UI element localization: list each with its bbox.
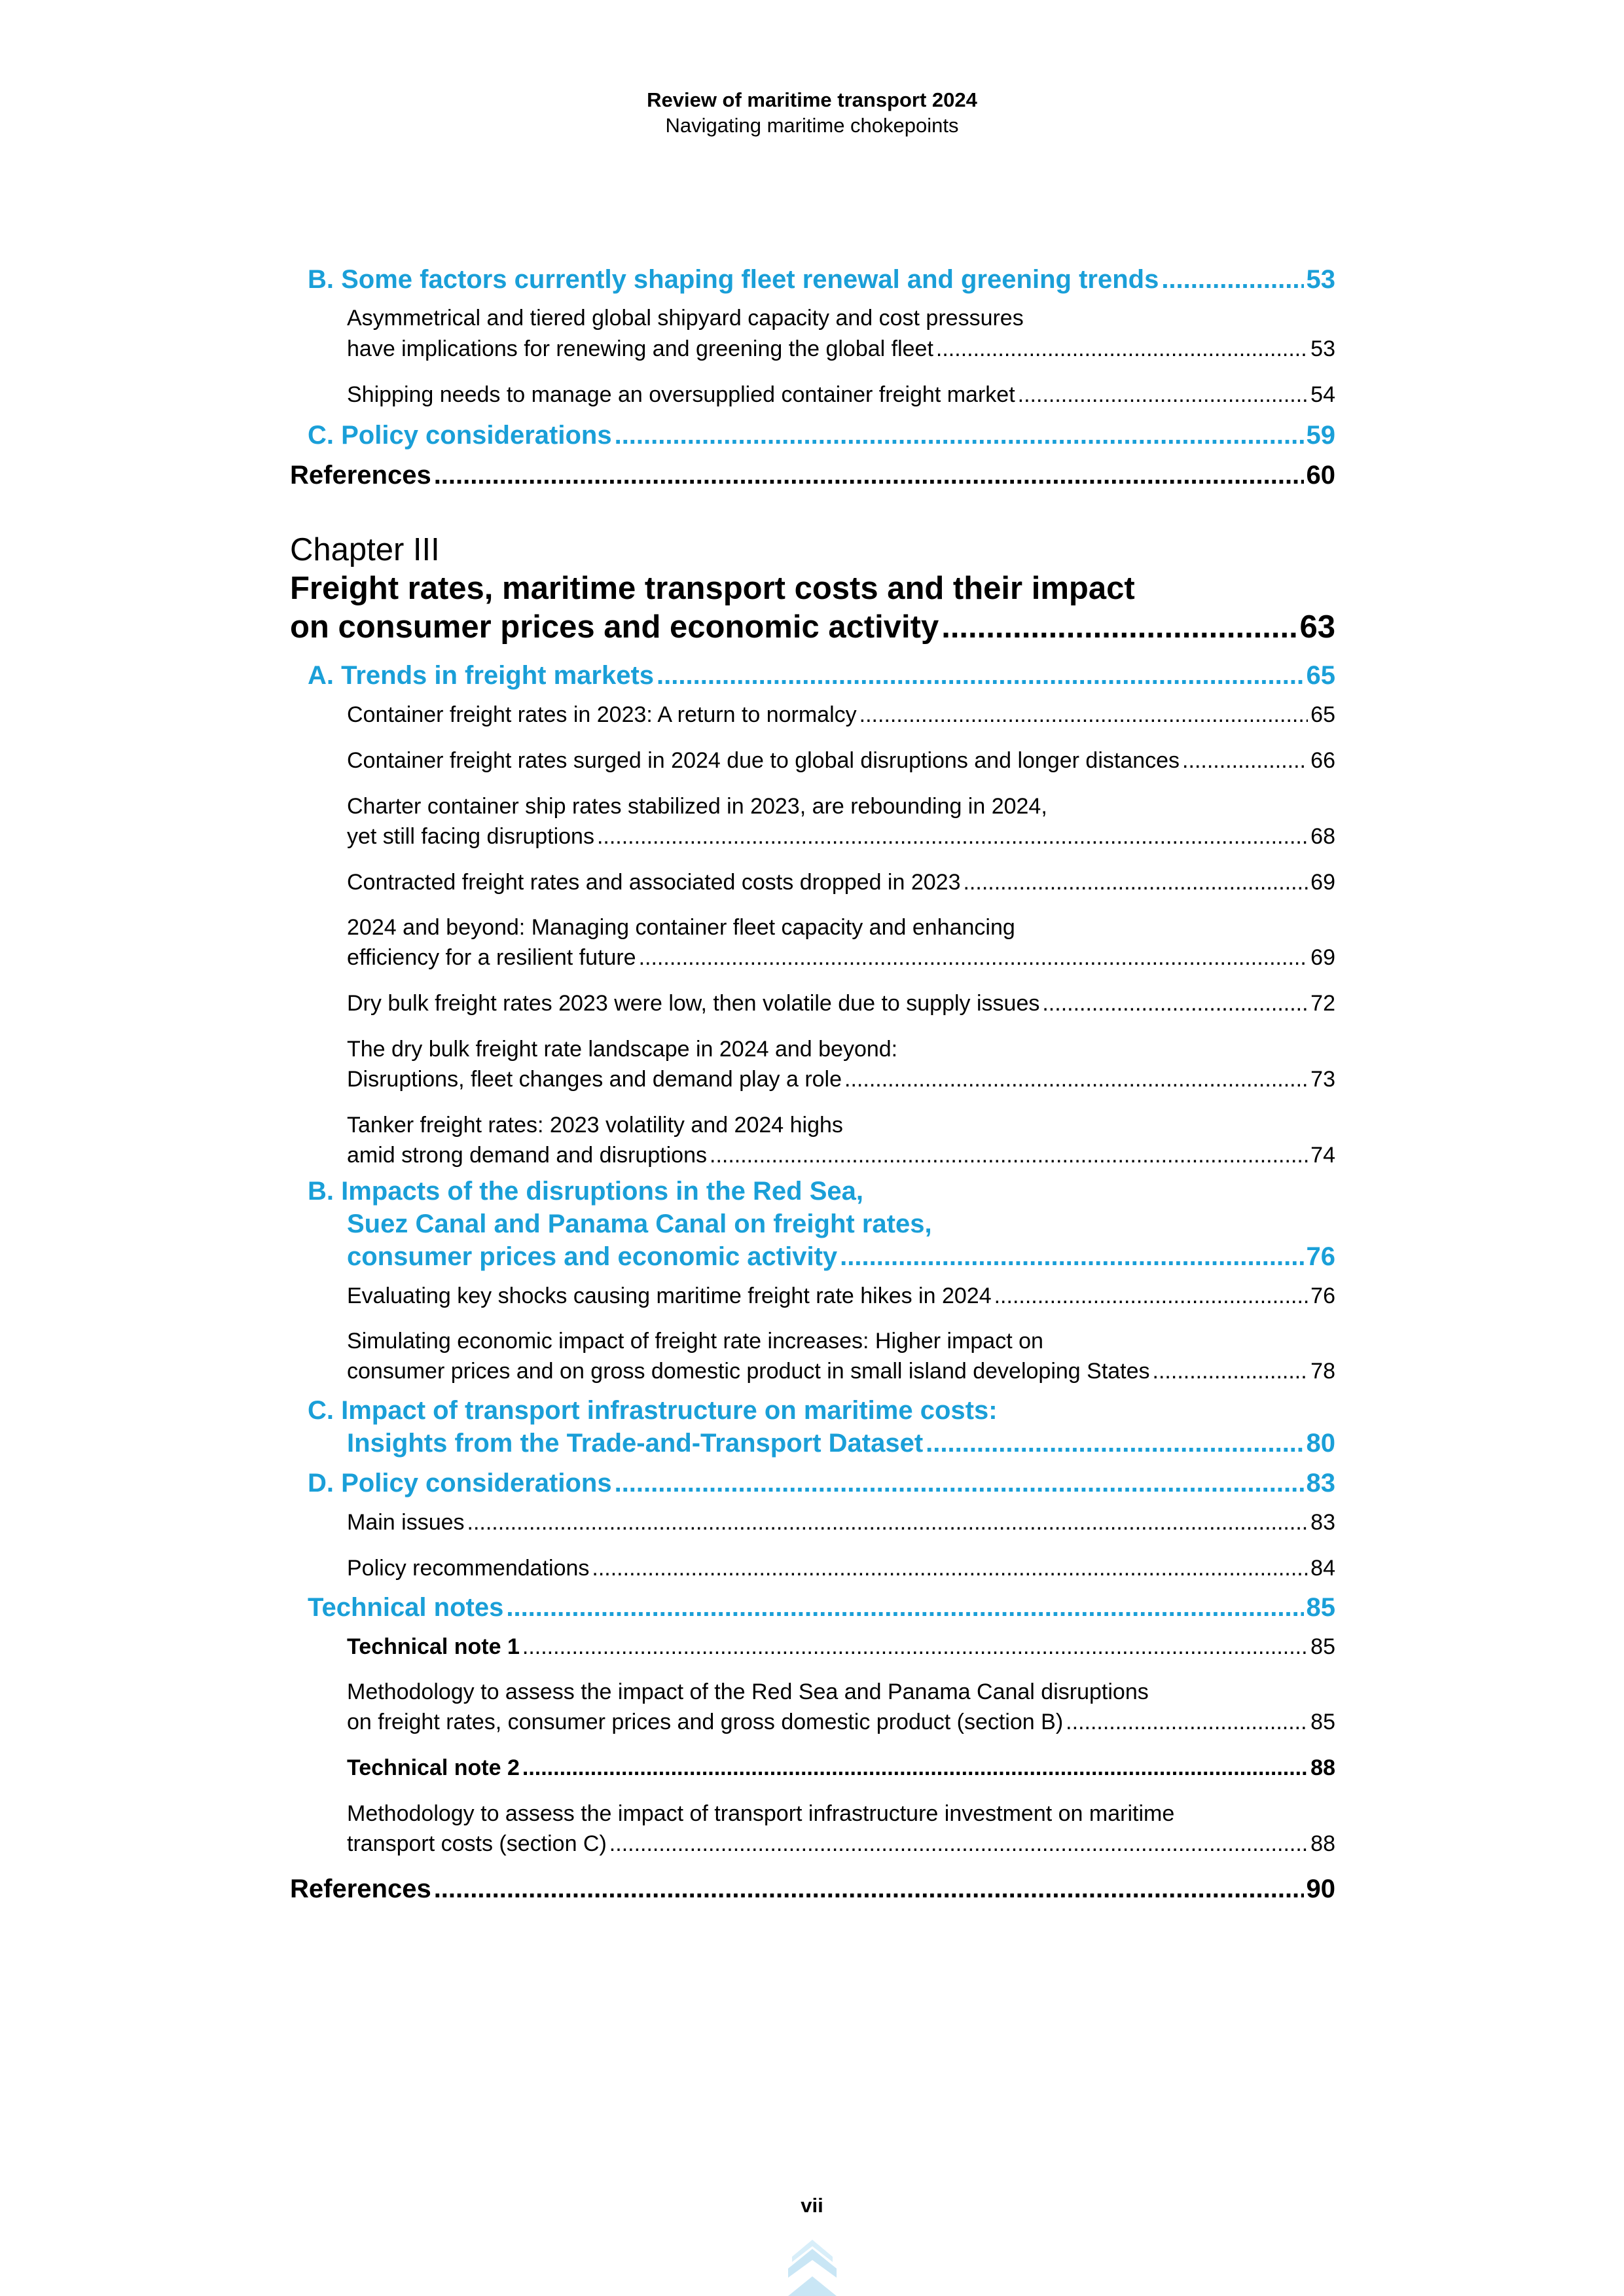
toc-entry-container-market[interactable]: Shipping needs to manage an oversupplied container freight market ..... 54 — [347, 382, 1335, 408]
toc-entry-a1[interactable]: Container freight rates in 2023: A return to normalcy ..... 65 — [347, 702, 1335, 728]
toc-references-ch3[interactable]: References ..... 90 — [290, 1874, 1335, 1904]
toc-section-d-policy[interactable]: D. Policy considerations ..... 83 — [308, 1469, 1335, 1498]
toc-entry-a6[interactable]: Dry bulk freight rates 2023 were low, then volatile due to supply issues ..... 72 — [347, 991, 1335, 1016]
toc-chapter-iii[interactable]: on consumer prices and economic activity ..... 63 — [290, 609, 1335, 645]
toc-entry-text: Methodology to assess the impact of transport infrastructure investment on maritime — [347, 1801, 1175, 1826]
toc-entry-a4[interactable]: Contracted freight rates and associated costs dropped in 2023 ..... 69 — [347, 870, 1335, 895]
toc-entry-a3[interactable]: yet still facing disruptions ..... 68 — [347, 824, 1335, 850]
chapter-title-line1: Freight rates, maritime transport costs and their impact — [290, 571, 1135, 606]
toc-section-a-trends[interactable]: A. Trends in freight markets ..... 65 — [308, 661, 1335, 691]
chevron-up-icon[interactable] — [788, 2231, 837, 2296]
toc-entry-a7[interactable]: Disruptions, fleet changes and demand play a role ..... 73 — [347, 1067, 1335, 1092]
toc-technical-note-2[interactable]: Technical note 2 ..... 88 — [347, 1755, 1335, 1781]
toc-technical-note-1[interactable]: Technical note 1 ..... 85 — [347, 1634, 1335, 1660]
toc-section-b-fleet[interactable]: B. Some factors currently shaping fleet renewal and greening trends ..... 53 — [308, 265, 1335, 295]
toc-section-c-infrastructure[interactable]: Insights from the Trade-and-Transport Dataset ..... 80 — [347, 1429, 1335, 1458]
toc-entry-text: Simulating economic impact of freight rate increases: Higher impact on — [347, 1329, 1043, 1354]
toc-entry-text: Methodology to assess the impact of the Red Sea and Panama Canal disruptions — [347, 1679, 1149, 1704]
toc-entry-b2[interactable]: consumer prices and on gross domestic product in small island developing States ..... 78 — [347, 1359, 1335, 1384]
toc-entry-text: Charter container ship rates stabilized in 2023, are rebounding in 2024, — [347, 794, 1047, 819]
toc-entry-a5[interactable]: efficiency for a resilient future ..... 69 — [347, 945, 1335, 971]
toc-references-ch2[interactable]: References ..... 60 — [290, 461, 1335, 490]
toc-entry-a2[interactable]: Container freight rates surged in 2024 due to global disruptions and longer distances ..... 66 — [347, 748, 1335, 774]
toc-entry-text: Tanker freight rates: 2023 volatility and 2024 highs — [347, 1113, 843, 1138]
toc-entry-tn1-method[interactable]: on freight rates, consumer prices and gross domestic product (section B) ..... 85 — [347, 1710, 1335, 1735]
toc-section-c-policy[interactable]: C. Policy considerations ..... 59 — [308, 421, 1335, 450]
toc-entry-shipyard[interactable]: have implications for renewing and greening the global fleet ..... 53 — [347, 336, 1335, 362]
toc-section-b-line2: Suez Canal and Panama Canal on freight rates, — [347, 1210, 932, 1238]
toc-entry-a8[interactable]: amid strong demand and disruptions ..... 74 — [347, 1143, 1335, 1168]
running-header — [0, 87, 1624, 138]
toc-entry-text: Asymmetrical and tiered global shipyard capacity and cost pressures — [347, 306, 1024, 331]
toc-section-c-line1: C. Impact of transport infrastructure on maritime costs: — [308, 1396, 998, 1425]
toc-section-b-impacts[interactable]: consumer prices and economic activity ..... 76 — [347, 1242, 1335, 1272]
chapter-label: Chapter III — [290, 532, 440, 567]
toc-entry-text: 2024 and beyond: Managing container fleet capacity and enhancing — [347, 915, 1015, 940]
toc-entry-tn2-method[interactable]: transport costs (section C) ..... 88 — [347, 1831, 1335, 1857]
toc-technical-notes[interactable]: Technical notes ..... 85 — [308, 1593, 1335, 1623]
toc-entry-policy-recs[interactable]: Policy recommendations ..... 84 — [347, 1556, 1335, 1581]
toc-section-b-line1: B. Impacts of the disruptions in the Red Sea, — [308, 1177, 864, 1206]
report-subtitle: Navigating maritime chokepoints — [665, 114, 959, 137]
toc-entry-b1[interactable]: Evaluating key shocks causing maritime freight rate hikes in 2024 ..... 76 — [347, 1283, 1335, 1309]
page-number: vii — [801, 2194, 823, 2217]
toc-entry-main-issues[interactable]: Main issues ..... 83 — [347, 1510, 1335, 1535]
report-title: Review of maritime transport 2024 — [647, 88, 977, 111]
toc-entry-text: The dry bulk freight rate landscape in 2024 and beyond: — [347, 1037, 898, 1062]
